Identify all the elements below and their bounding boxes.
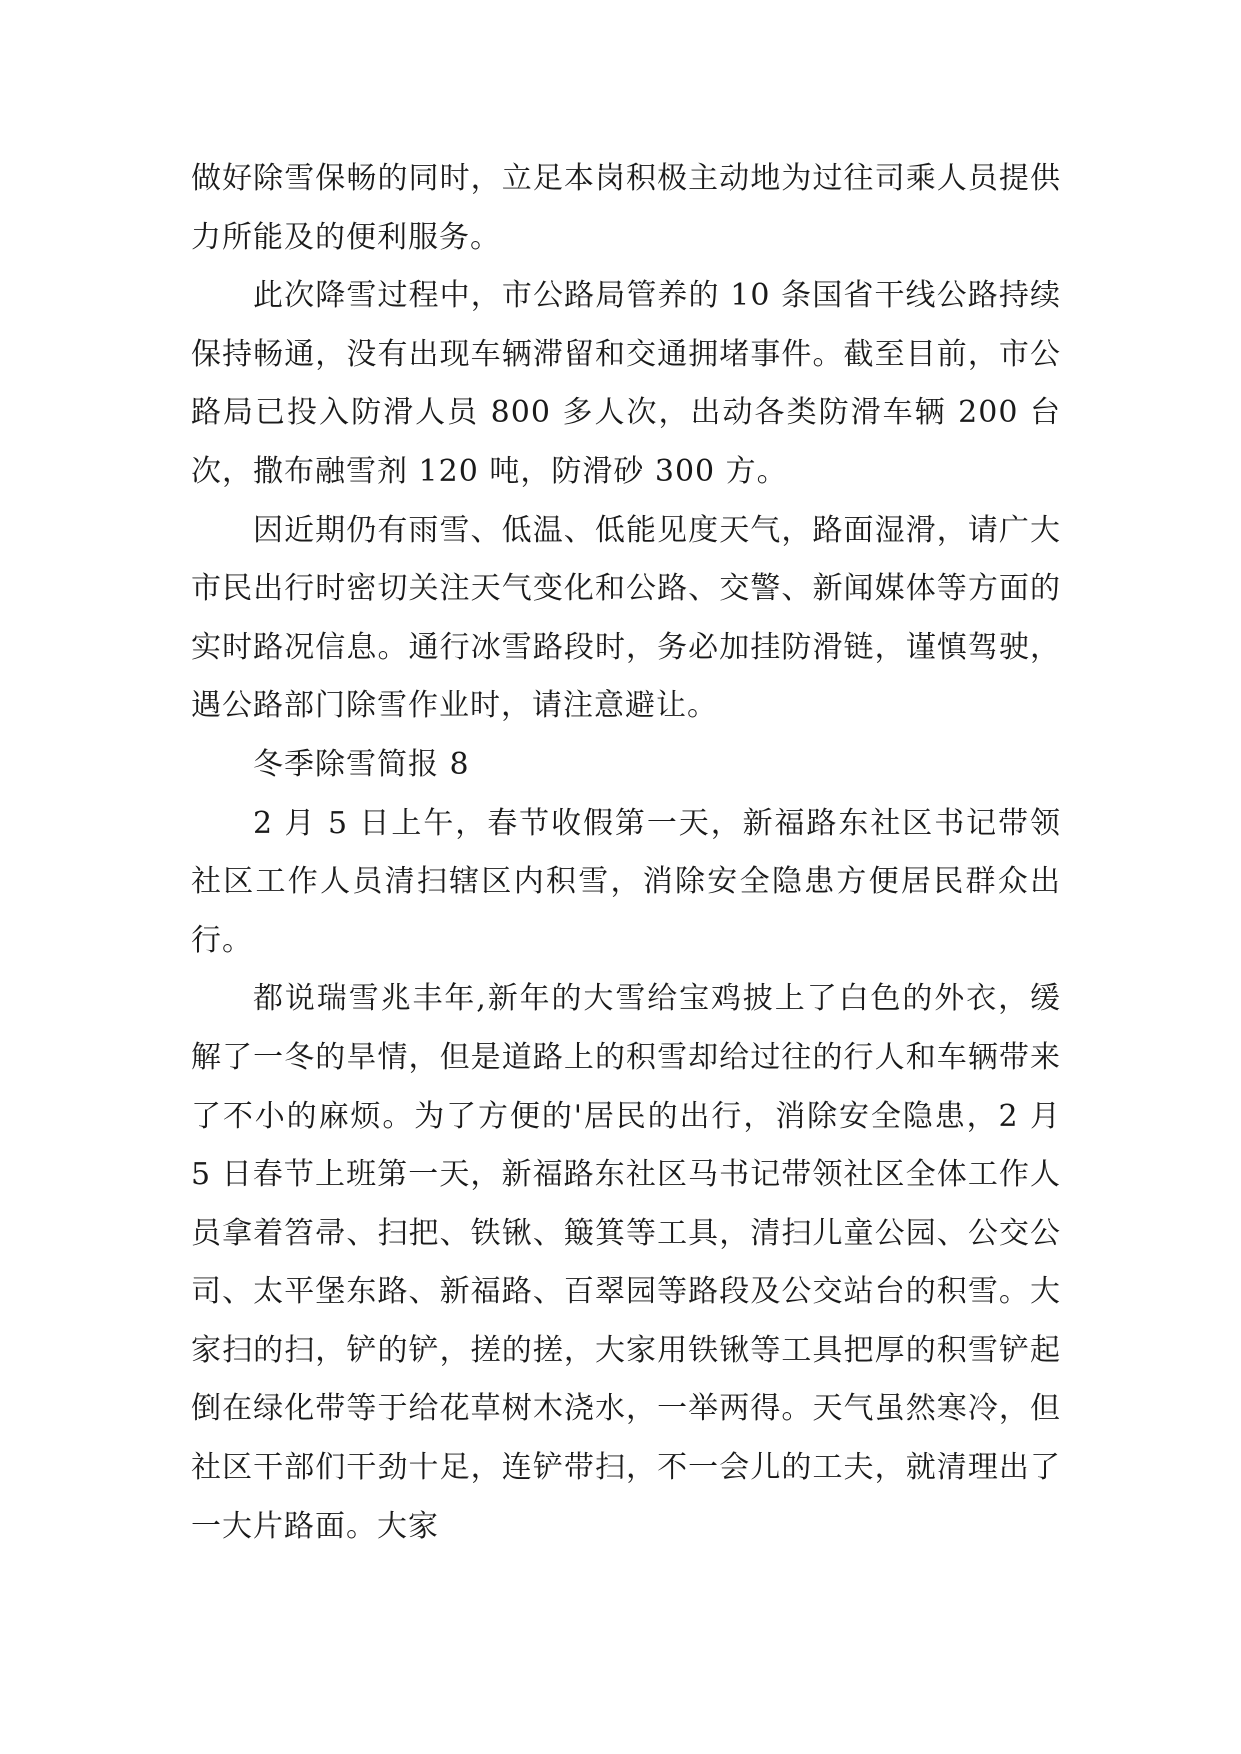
paragraph-community-summary: 2 月 5 日上午，春节收假第一天，新福路东社区书记带领社区工作人员清扫辖区内积雪，消除安全隐患方便居民群众出行。 bbox=[191, 805, 1061, 958]
document-body bbox=[191, 150, 1061, 1556]
paragraph-road-statistics: 此次降雪过程中，市公路局管养的 10 条国省干线公路持续保持畅通，没有出现车辆滞留和交通拥堵事件。截至目前，市公路局已投入防滑人员 800 多人次，出动各类防滑车辆 200 台次，撒布融雪剂 120 吨，防滑砂 300 方。 bbox=[191, 278, 1061, 489]
paragraph-community-details: 都说瑞雪兆丰年,新年的大雪给宝鸡披上了白色的外衣，缓解了一冬的旱情，但是道路上的积雪却给过往的行人和车辆带来了不小的麻烦。为了方便的'居民的出行，消除安全隐患，2 月 5 日春节上班第一天，新福路东社区马书记带领社区全体工作人员拿着笤帚、扫把、铁锹、簸箕等工具，清扫儿童公园、公交公司、太平堡东路、新福路、百翠园等路段及公交站台的积雪。大家扫的扫，铲的铲，搓的搓，大家用铁锹等工具把厚的积雪铲起倒在绿化带等于给花草树木浇水，一举两得。天气虽然寒冷，但社区干部们干劲十足，连铲带扫，不一会儿的工夫，就清理出了一大片路面。大家 bbox=[191, 981, 1061, 1544]
section-heading: 冬季除雪简报 8 bbox=[253, 746, 470, 782]
paragraph-travel-advice: 因近期仍有雨雪、低温、低能见度天气，路面湿滑，请广大市民出行时密切关注天气变化和公路、交警、新闻媒体等方面的实时路况信息。通行冰雪路段时，务必加挂防滑链，谨慎驾驶，遇公路部门除雪作业时，请注意避让。 bbox=[191, 512, 1061, 724]
paragraph-continuation: 做好除雪保畅的同时，立足本岗积极主动地为过往司乘人员提供力所能及的便利服务。 bbox=[191, 161, 1061, 255]
